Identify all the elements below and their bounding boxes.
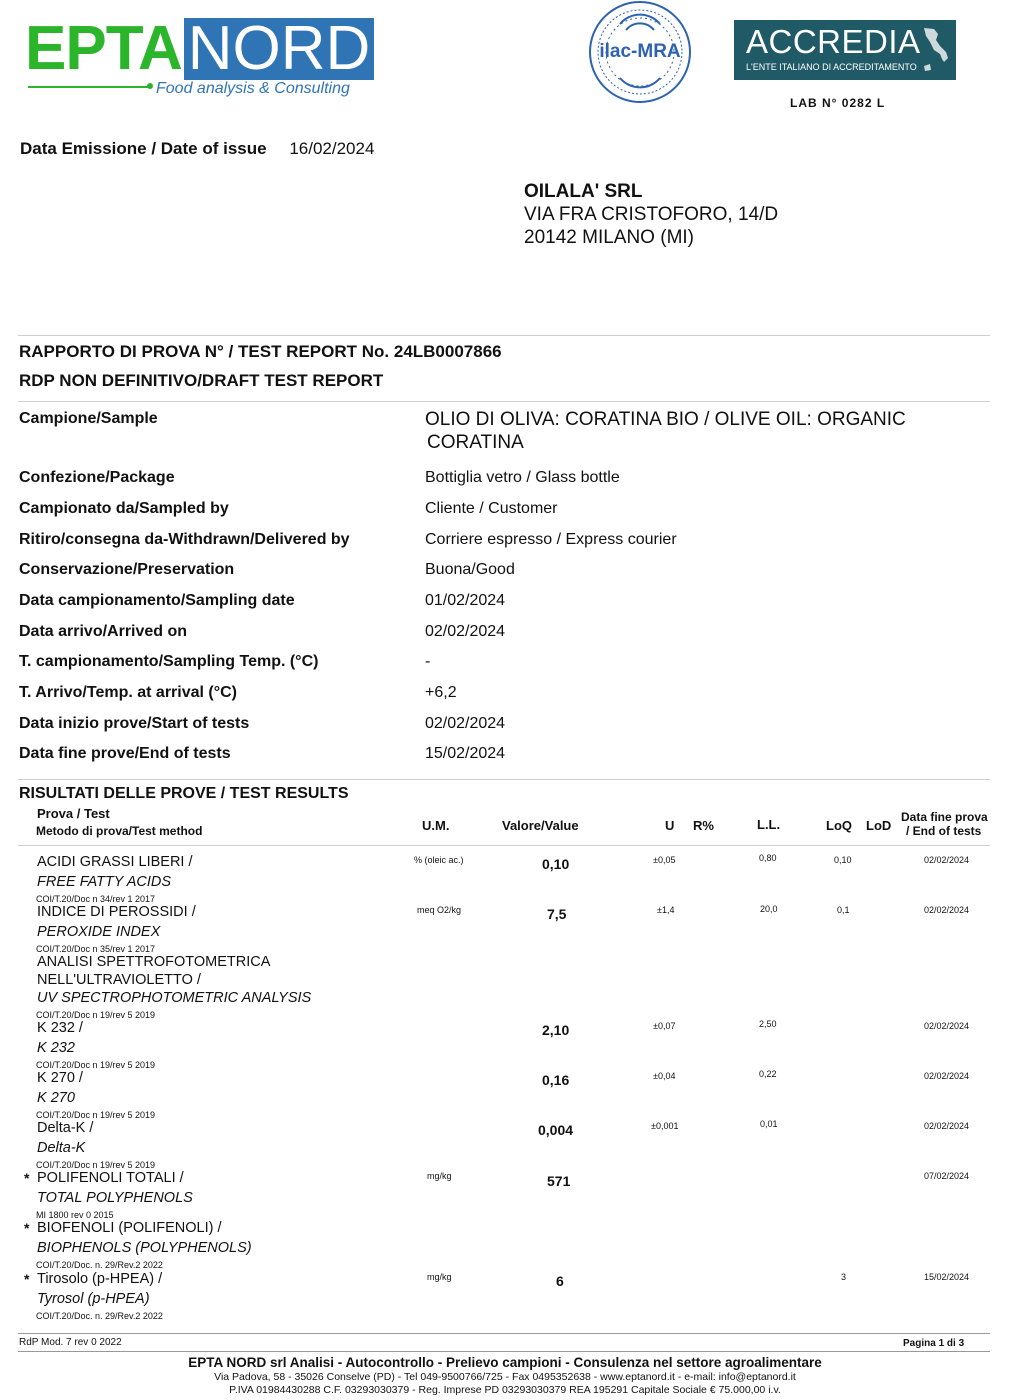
test-name-en: BIOPHENOLS (POLYPHENOLS) <box>37 1240 252 1256</box>
sample-label: Campione/Sample <box>19 410 158 427</box>
recipient-name: OILALA' SRL <box>524 181 643 202</box>
test-name: POLIFENOLI TOTALI / <box>37 1170 184 1186</box>
package-label: Confezione/Package <box>19 469 175 486</box>
divider <box>18 401 990 402</box>
test-limit: 0,80 <box>759 853 777 863</box>
sampled-by-label: Campionato da/Sampled by <box>19 500 229 517</box>
test-name: K 232 / <box>37 1020 83 1036</box>
test-limit: 2,50 <box>759 1019 777 1029</box>
recipient-city: 20142 MILANO (MI) <box>524 227 694 248</box>
test-method: COI/T.20/Doc n 19/rev 5 2019 <box>36 1160 156 1170</box>
col-loq-header: LoQ <box>826 818 852 833</box>
footer-company: EPTA NORD srl Analisi - Autocontrollo - Prelievo campioni - Consulenza nel settore agroalimentare <box>188 1355 822 1370</box>
delivered-by-value: Corriere espresso / Express courier <box>425 531 677 548</box>
test-limit: 0,22 <box>759 1069 777 1079</box>
preservation-value: Buona/Good <box>425 561 515 578</box>
test-name: Tirosolo (p-HPEA) / <box>37 1271 163 1287</box>
test-limit: 0,01 <box>760 1119 778 1129</box>
arrival-temp-value: +6,2 <box>425 684 457 701</box>
test-um: mg/kg <box>427 1171 452 1181</box>
col-r-header: R% <box>693 818 714 833</box>
preservation-label: Conservazione/Preservation <box>19 561 235 578</box>
sampling-temp-value: - <box>425 653 431 670</box>
test-method: COI/T.20/Doc. n. 29/Rev.2 2022 <box>36 1311 163 1321</box>
test-name-en: PEROXIDE INDEX <box>37 924 161 940</box>
test-name-en: Tyrosol (p-HPEA) <box>37 1291 150 1307</box>
divider <box>18 845 990 846</box>
test-value: 7,5 <box>547 906 567 922</box>
col-end-header-line2: / End of tests <box>906 824 982 838</box>
col-lod-header: LoD <box>866 818 892 833</box>
test-value: 571 <box>547 1173 571 1189</box>
test-method: COI/T.20/Doc n 34/rev 1 2017 <box>36 894 156 904</box>
epta-nord-logo <box>25 14 374 83</box>
test-name: Delta-K / <box>37 1120 94 1136</box>
test-name: ACIDI GRASSI LIBERI / <box>37 854 193 870</box>
test-loq: 0,1 <box>837 905 850 915</box>
col-method-header: Metodo di prova/Test method <box>36 824 203 838</box>
issue-date-value: 16/02/2024 <box>289 139 375 158</box>
footer-legal: P.IVA 01984430288 C.F. 03293030379 - Reg. Imprese PD 03293030379 REA 195291 Capitale Sociale € 75.000,00 i.v. <box>229 1384 781 1396</box>
test-name: INDICE DI PEROSSIDI / <box>37 904 196 920</box>
issue-date-row <box>20 139 374 159</box>
test-name-line2: NELL'ULTRAVIOLETTO / <box>37 972 201 988</box>
start-tests-label: Data inizio prove/Start of tests <box>19 715 250 732</box>
col-um-header: U.M. <box>422 818 450 833</box>
test-end-date: 02/02/2024 <box>924 905 970 915</box>
col-end-header: Data fine prova <box>901 810 988 824</box>
test-uncertainty: ±0,001 <box>651 1121 679 1131</box>
test-end-date: 15/02/2024 <box>924 1272 970 1282</box>
test-uncertainty: ±0,04 <box>653 1071 676 1081</box>
test-value: 2,10 <box>542 1022 570 1038</box>
sampling-temp-label: T. campionamento/Sampling Temp. (°C) <box>19 653 319 670</box>
test-method: MI 1800 rev 0 2015 <box>36 1210 114 1220</box>
arrival-date-label: Data arrivo/Arrived on <box>19 623 188 640</box>
start-tests-value: 02/02/2024 <box>425 715 506 732</box>
sample-value: OLIO DI OLIVA: CORATINA BIO / OLIVE OIL: ORGANIC <box>425 409 906 430</box>
arrival-temp-label: T. Arrivo/Temp. at arrival (°C) <box>19 684 238 701</box>
accreditation-star: * <box>24 1170 30 1186</box>
delivered-by-label: Ritiro/consegna da-Withdrawn/Delivered by <box>19 531 350 548</box>
test-value: 0,16 <box>542 1072 570 1088</box>
col-value-header: Valore/Value <box>502 818 579 833</box>
results-title: RISULTATI DELLE PROVE / TEST RESULTS <box>19 785 349 802</box>
test-limit: 20,0 <box>760 904 778 914</box>
test-um: % (oleic ac.) <box>414 855 464 865</box>
test-name: K 270 / <box>37 1070 83 1086</box>
test-method: COI/T.20/Doc n 19/rev 5 2019 <box>36 1060 156 1070</box>
test-value: 6 <box>556 1273 564 1289</box>
logo-epta-text: EPTA <box>25 14 182 83</box>
divider <box>18 1333 990 1334</box>
test-end-date: 02/02/2024 <box>924 1071 970 1081</box>
sample-value-line2: CORATINA <box>427 432 524 453</box>
recipient-street: VIA FRA CRISTOFORO, 14/D <box>524 204 779 225</box>
test-um: meq O2/kg <box>417 905 462 915</box>
end-tests-label: Data fine prove/End of tests <box>19 745 231 762</box>
divider <box>18 335 990 336</box>
col-ll-header: L.L. <box>757 817 781 832</box>
report-number: 24LB0007866 <box>393 342 502 361</box>
test-uncertainty: ±0,07 <box>653 1021 676 1031</box>
sampling-date-value: 01/02/2024 <box>425 592 506 609</box>
ilac-mra-seal-icon <box>588 0 692 104</box>
test-uncertainty: ±0,05 <box>653 855 676 865</box>
col-u-header: U <box>665 818 675 833</box>
accreditation-star: * <box>24 1271 30 1287</box>
divider <box>18 779 990 780</box>
test-end-date: 02/02/2024 <box>924 855 970 865</box>
test-loq: 0,10 <box>834 855 852 865</box>
test-uncertainty: ±1,4 <box>657 905 675 915</box>
test-name-en: Delta-K <box>37 1140 86 1156</box>
arrival-date-value: 02/02/2024 <box>425 623 506 640</box>
end-tests-value: 15/02/2024 <box>425 745 506 762</box>
logo-tagline: Food analysis & Consulting <box>156 80 350 97</box>
accredia-subtitle: L'ENTE ITALIANO DI ACCREDITAMENTO <box>746 62 917 72</box>
test-end-date: 02/02/2024 <box>924 1121 970 1131</box>
test-value: 0,004 <box>538 1122 574 1138</box>
accredia-title: ACCREDIA <box>746 23 921 60</box>
test-method: COI/T.20/Doc n 35/rev 1 2017 <box>36 944 156 954</box>
test-end-date: 07/02/2024 <box>924 1171 970 1181</box>
footer-module: RdP Mod. 7 rev 0 2022 <box>19 1337 122 1348</box>
test-method: COI/T.20/Doc n 19/rev 5 2019 <box>36 1010 156 1020</box>
logo-nord-text: NORD <box>184 18 375 80</box>
footer-page-number: Pagina 1 di 3 <box>903 1338 965 1349</box>
test-lod: 3 <box>841 1272 847 1282</box>
test-name-en: FREE FATTY ACIDS <box>37 874 172 890</box>
test-name: BIOFENOLI (POLIFENOLI) / <box>37 1220 222 1236</box>
ilac-text: ilac-MRA <box>599 41 681 62</box>
test-name: ANALISI SPETTROFOTOMETRICA <box>37 954 271 970</box>
col-test-header: Prova / Test <box>37 806 110 821</box>
accredia-logo <box>734 20 956 80</box>
report-title <box>19 342 502 362</box>
test-method: COI/T.20/Doc n 19/rev 5 2019 <box>36 1110 156 1120</box>
sampling-date-label: Data campionamento/Sampling date <box>19 592 295 609</box>
test-end-date: 02/02/2024 <box>924 1021 970 1031</box>
lab-number: LAB N° 0282 L <box>790 96 886 110</box>
test-name-en: K 232 <box>37 1040 75 1056</box>
issue-date-label: Data Emissione / Date of issue <box>20 139 267 158</box>
test-value: 0,10 <box>542 856 570 872</box>
test-method: COI/T.20/Doc. n. 29/Rev.2 2022 <box>36 1260 163 1270</box>
test-name-en: K 270 <box>37 1090 75 1106</box>
accreditation-star: * <box>24 1220 30 1236</box>
report-status: RDP NON DEFINITIVO/DRAFT TEST REPORT <box>19 371 384 390</box>
test-um: mg/kg <box>427 1272 452 1282</box>
test-name-en: TOTAL POLYPHENOLS <box>37 1190 193 1206</box>
sampled-by-value: Cliente / Customer <box>425 500 558 517</box>
divider <box>18 1351 990 1352</box>
logo-dot <box>147 83 153 89</box>
footer-address: Via Padova, 58 - 35026 Conselve (PD) - Tel 049-9500766/725 - Fax 0495352638 - www.eptanord.it - e-mail: info@eptanord.it <box>214 1371 796 1383</box>
package-value: Bottiglia vetro / Glass bottle <box>425 469 620 486</box>
test-name-en: UV SPECTROPHOTOMETRIC ANALYSIS <box>37 990 312 1006</box>
italy-map-icon <box>920 26 950 74</box>
report-title-prefix: RAPPORTO DI PROVA N° / TEST REPORT No. <box>19 342 390 361</box>
logo-underline <box>28 86 150 88</box>
